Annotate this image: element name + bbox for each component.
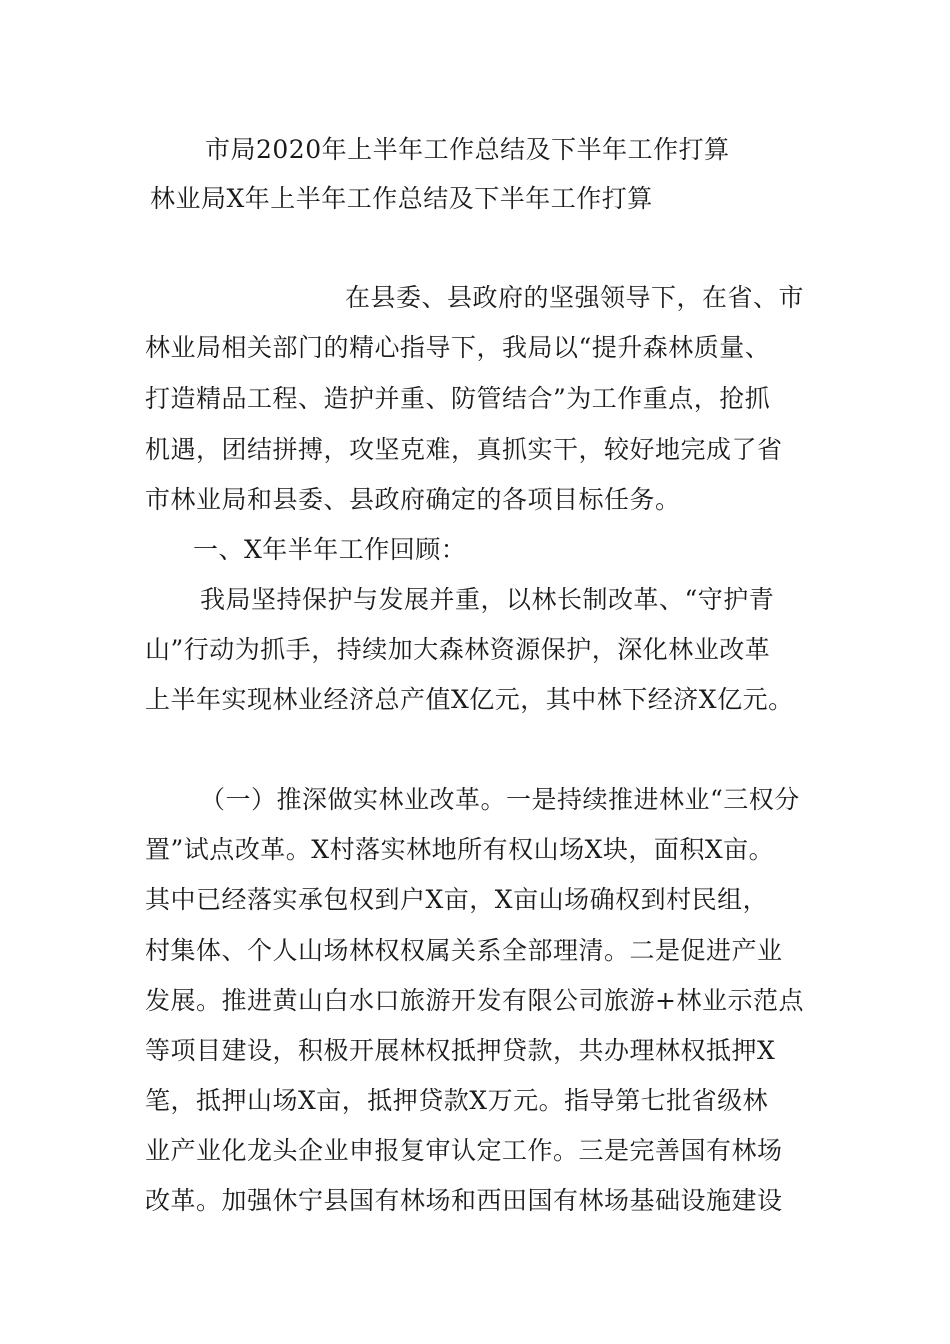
subsection-line: 业产业化龙头企业申报复审认定工作。三是完善国有林场: [145, 1136, 783, 1165]
summary-line: 我局坚持保护与发展并重，以林长制改革、“守护青: [200, 585, 775, 614]
intro-line: 市林业局和县委、县政府确定的各项目标任务。: [145, 485, 681, 514]
subsection-line: 笔，抵押山场X亩，抵押贷款X万元。指导第七批省级林: [145, 1086, 769, 1115]
document-subtitle: 林业局X年上半年工作总结及下半年工作打算: [150, 184, 653, 213]
subsection-line: 改革。加强休宁县国有林场和西田国有林场基础设施建设: [145, 1186, 783, 1215]
summary-line: 山”行动为抓手，持续加大森林资源保护，深化林业改革: [145, 635, 771, 664]
intro-line: 机遇，团结拼搏，攻坚克难，真抓实干，较好地完成了省: [145, 435, 783, 464]
intro-line: 在县委、县政府的坚强领导下，在省、市: [345, 283, 805, 312]
subsection-line: 置”试点改革。X村落实林地所有权山场X块，面积X亩。: [145, 835, 775, 864]
document-title: 市局2020年上半年工作总结及下半年工作打算: [205, 135, 730, 164]
subsection-line: 其中已经落实承包权到户X亩，X亩山场确权到村民组，: [145, 885, 769, 914]
section-heading: 一、X年半年工作回顾：: [193, 535, 467, 564]
subsection-line: 等项目建设，积极开展林权抵押贷款，共办理林权抵押X: [145, 1036, 776, 1065]
intro-line: 打造精品工程、造护并重、防管结合”为工作重点，抢抓: [145, 384, 771, 413]
subsection-line: 村集体、个人山场林权权属关系全部理清。二是促进产业: [145, 936, 783, 965]
subsection-line: 发展。推进黄山白水口旅游开发有限公司旅游+林业示范点: [145, 986, 804, 1015]
intro-line: 林业局相关部门的精心指导下，我局以“提升森林质量、: [145, 333, 771, 362]
subsection-line: （一）推深做实林业改革。一是持续推进林业“三权分: [200, 785, 800, 814]
summary-line: 上半年实现林业经济总产值X亿元，其中林下经济X亿元。: [145, 685, 794, 714]
